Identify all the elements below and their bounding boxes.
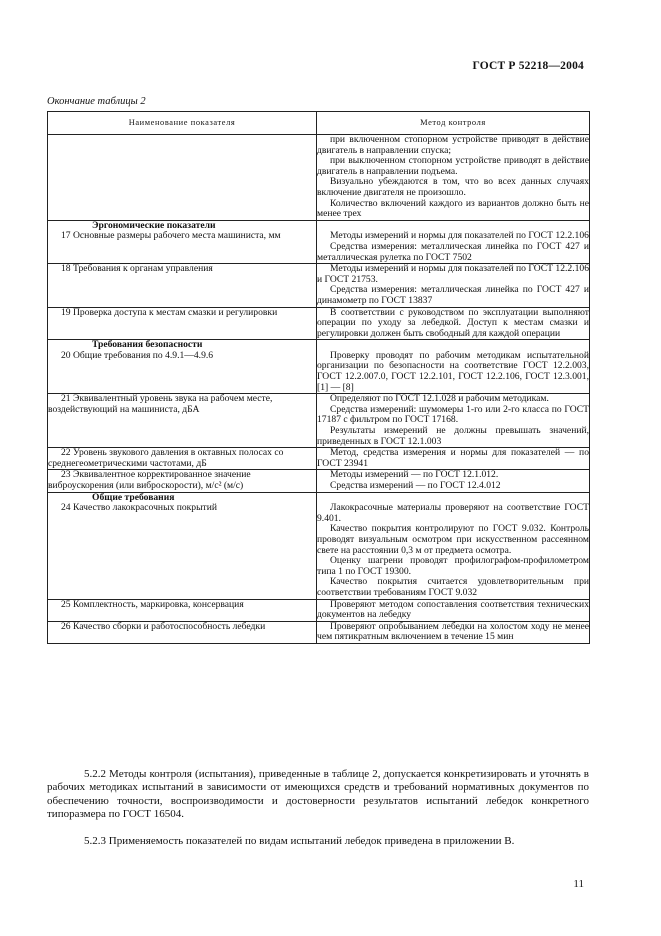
table-row bbox=[48, 448, 590, 470]
method-text: Количество включений каждого из вариантов должно быть не менее трех bbox=[317, 197, 589, 220]
table-row bbox=[48, 470, 590, 492]
column-header-indicator: Наименование показателя bbox=[48, 112, 317, 135]
method-text: при выключенном стопорном устройстве приводят в действие двигатель в направлении подъема. bbox=[317, 155, 589, 177]
method-text: Оценку шагрени проводят профилографом-профилометром типа 1 по ГОСТ 19300. bbox=[317, 555, 589, 577]
indicator-text: 21 Эквивалентный уровень звука на рабочем месте, воздействующий на машиниста, дБА bbox=[48, 393, 273, 415]
indicator-text: 19 Проверка доступа к местам смазки и регулировки bbox=[61, 306, 278, 318]
paragraph-5-2-2 bbox=[47, 768, 589, 822]
indicator-text: 17 Основные размеры рабочего места машиниста, мм bbox=[61, 230, 281, 242]
paragraph-text: 5.2.3 Применяемость показателей по видам испытаний лебедок приведена в приложении В. bbox=[84, 835, 515, 847]
method-text: Качество покрытия контролируют по ГОСТ 9.032. Контроль проводят визуальным осмотром при искусственном рассеянном свете на расстоянии 0,3 м от предмета осмотра. bbox=[317, 523, 589, 556]
method-text: Средства измерения: металлическая линейка по ГОСТ 427 и металлическая рулетка по ГОСТ 7502 bbox=[317, 240, 589, 263]
table-row bbox=[48, 264, 590, 307]
table-row bbox=[48, 351, 590, 394]
paragraph-5-2-3 bbox=[47, 835, 589, 848]
table-caption: Окончание таблицы 2 bbox=[47, 96, 146, 107]
method-text: Проверку проводят по рабочим методикам испытательной организации по безопасности на соответствие ГОСТ 12.2.003, ГОСТ 12.2.007.0, ГОСТ 12.2.101, ГОСТ 12.2.106, ГОСТ 12.3.001, [1] — [8] bbox=[317, 349, 589, 393]
table-row-continued bbox=[48, 135, 590, 221]
section-title: Общие требования bbox=[92, 491, 175, 503]
method-text: Метод, средства измерения и нормы для показателей — по ГОСТ 23941 bbox=[317, 447, 589, 469]
method-text: Определяют по ГОСТ 12.1.028 и рабочим методикам. bbox=[330, 393, 549, 405]
method-text: Методы измерений и нормы для показателей по ГОСТ 12.2.106 и ГОСТ 21753. bbox=[317, 263, 589, 285]
method-text: Методы измерений и нормы для показателей по ГОСТ 12.2.106 bbox=[330, 230, 589, 242]
method-text: В соответствии с руководством по эксплуатации выполняют операции по уходу за лебедкой. Доступ к местам смазки и регулировки должен быть свободный для каждой операции bbox=[317, 306, 589, 339]
indicator-text: 26 Качество сборки и работоспособность лебедки bbox=[61, 620, 266, 632]
page-number: 11 bbox=[573, 878, 584, 890]
table-row bbox=[48, 599, 590, 621]
method-text: Лакокрасочные материалы проверяют на соответствие ГОСТ 9.401. bbox=[317, 502, 589, 524]
indicator-text: 23 Эквивалентное корректированное значение виброускорения (или виброскорости), м/с² (м/с) bbox=[48, 469, 251, 491]
indicator-text: 18 Требования к органам управления bbox=[61, 263, 213, 275]
method-text: Методы измерений — по ГОСТ 12.1.012. bbox=[330, 469, 499, 481]
indicator-text: 24 Качество лакокрасочных покрытий bbox=[61, 502, 218, 514]
method-text: Средства измерений: шумомеры 1-го или 2-го класса по ГОСТ 17187 с фильтром по ГОСТ 17168. bbox=[317, 403, 589, 426]
method-text: Качество покрытия считается удовлетворительным при соответствии требованиям ГОСТ 9.032 bbox=[317, 576, 589, 598]
method-text: Проверяют опробыванием лебедки на холостом ходу не менее чем пятикратным включением в течение 15 мин bbox=[317, 620, 589, 643]
section-title: Эргономические показатели bbox=[92, 219, 216, 231]
method-text: при включенном стопорном устройстве приводят в действие двигатель в направлении спуска; bbox=[317, 134, 589, 156]
method-text: Результаты измерений не должны превышать значений, приведенных в ГОСТ 12.1.003 bbox=[317, 425, 589, 447]
indicator-text: 22 Уровень звукового давления в октавных полосах со среднегеометрическими частотами, дБ bbox=[48, 447, 284, 469]
table-row bbox=[48, 621, 590, 643]
standard-id: ГОСТ Р 52218—2004 bbox=[472, 60, 584, 72]
control-methods-table bbox=[47, 111, 590, 644]
table-row bbox=[48, 231, 590, 263]
table-row bbox=[48, 394, 590, 448]
method-text: Проверяют методом сопоставления соответствия технических документов на лебедку bbox=[317, 598, 589, 621]
column-header-method: Метод контроля bbox=[317, 112, 590, 135]
method-text: Средства измерений — по ГОСТ 12.4.012 bbox=[330, 480, 501, 491]
paragraph-text: 5.2.2 Методы контроля (испытания), приведенные в таблице 2, допускается конкретизировать и уточнять в рабочих методиках испытаний в зависимости от имеющихся средств и требований нормативных документов по обеспечению точности, воспроизводимости и достоверности результатов испытаний лебедок конкретного типоразмера по ГОСТ 16504. bbox=[47, 768, 589, 821]
indicator-text: 20 Общие требования по 4.9.1—4.9.6 bbox=[61, 349, 214, 361]
section-title: Требования безопасности bbox=[92, 339, 203, 351]
method-text: Средства измерения: металлическая линейка по ГОСТ 427 и динамометр по ГОСТ 13837 bbox=[317, 284, 589, 306]
table-row bbox=[48, 503, 590, 599]
table-row bbox=[48, 307, 590, 340]
method-text: Визуально убеждаются в том, что во всех данных случаях включение двигателя не произошло. bbox=[317, 176, 589, 198]
indicator-text: 25 Комплектность, маркировка, консервация bbox=[61, 598, 244, 610]
